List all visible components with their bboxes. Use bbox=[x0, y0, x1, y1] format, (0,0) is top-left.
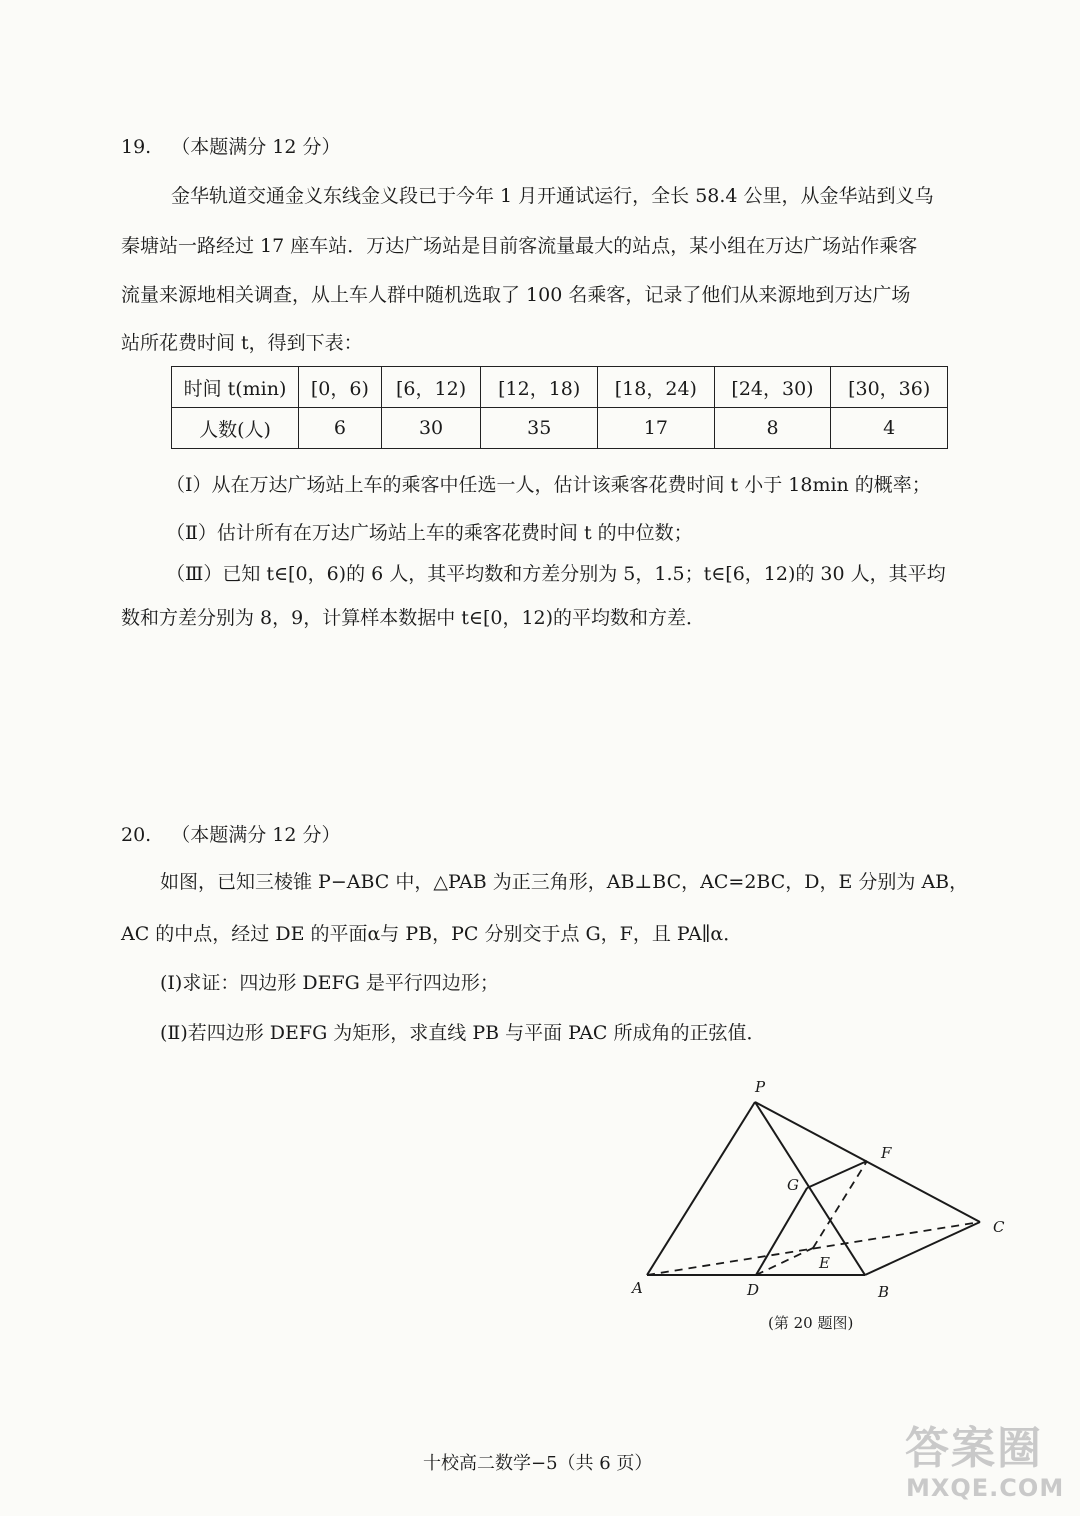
frequency-table bbox=[171, 366, 948, 449]
page-footer: 十校高二数学−5（共 6 页） bbox=[423, 1453, 653, 1474]
q19-number: 19. bbox=[121, 136, 152, 158]
table-cell: [24，30) bbox=[714, 367, 831, 408]
edge-bc bbox=[865, 1222, 980, 1275]
figure-caption: (第 20 题图) bbox=[768, 1314, 854, 1332]
table-cell: 30 bbox=[381, 408, 481, 449]
label-d: D bbox=[747, 1281, 760, 1299]
label-c: C bbox=[993, 1218, 1005, 1236]
q19-points: （本题满分 12 分） bbox=[171, 136, 341, 158]
q19-line-4: 站所花费时间 t，得到下表： bbox=[121, 332, 363, 354]
table-cell: 8 bbox=[714, 408, 831, 449]
label-f: F bbox=[881, 1144, 892, 1162]
table-cell: [6，12) bbox=[381, 367, 481, 408]
edge-pa bbox=[647, 1102, 755, 1275]
table-cell: 17 bbox=[598, 408, 715, 449]
label-b: B bbox=[878, 1283, 890, 1301]
table-cell: 4 bbox=[831, 408, 948, 449]
label-e: E bbox=[819, 1254, 830, 1272]
table-cell: 6 bbox=[299, 408, 382, 449]
q20-line-2: AC 的中点，经过 DE 的平面α与 PB，PC 分别交于点 G，F，且 PA∥α． bbox=[121, 923, 743, 945]
q20-part-2: (Ⅱ)若四边形 DEFG 为矩形，求直线 PB 与平面 PAC 所成角的正弦值． bbox=[160, 1022, 766, 1044]
table-header-time: 时间 t(min) bbox=[172, 367, 299, 408]
table-header-count: 人数(人) bbox=[172, 408, 299, 449]
table-cell: [30，36) bbox=[831, 367, 948, 408]
q20-points: （本题满分 12 分） bbox=[171, 824, 341, 846]
label-g: G bbox=[787, 1176, 799, 1194]
q20-part-1: (Ⅰ)求证：四边形 DEFG 是平行四边形； bbox=[160, 972, 499, 994]
table-row bbox=[172, 367, 948, 408]
label-a: A bbox=[632, 1279, 643, 1297]
q20-header bbox=[121, 820, 341, 847]
table-cell: [12，18) bbox=[481, 367, 598, 408]
q19-line-1: 金华轨道交通金义东线金义段已于今年 1 月开通试运行，全长 58.4 公里，从金华站到义乌 bbox=[171, 185, 934, 207]
edge-ac-hidden bbox=[647, 1222, 980, 1275]
table-row bbox=[172, 408, 948, 449]
q19-part-1: （Ⅰ）从在万达广场站上车的乘客中任选一人，估计该乘客花费时间 t 小于 18min 的概率； bbox=[166, 474, 931, 496]
q19-line-2: 秦塘站一路经过 17 座车站．万达广场站是目前客流量最大的站点，某小组在万达广场站作乘客 bbox=[121, 235, 918, 257]
label-p: P bbox=[755, 1078, 766, 1096]
table-cell: [18，24) bbox=[598, 367, 715, 408]
edge-pc bbox=[755, 1102, 980, 1222]
q19-part-3-line-2: 数和方差分别为 8，9，计算样本数据中 t∈[0，12)的平均数和方差． bbox=[121, 607, 706, 629]
q19-line-3: 流量来源地相关调查，从上车人群中随机选取了 100 名乘客，记录了他们从来源地到万达广场 bbox=[121, 284, 911, 306]
q19-header bbox=[121, 132, 341, 159]
watermark-logo: 答案圈 bbox=[905, 1423, 1043, 1474]
table-cell: [0，6) bbox=[299, 367, 382, 408]
tetrahedron-figure bbox=[600, 1070, 1030, 1310]
q19-part-3-line-1: （Ⅲ）已知 t∈[0，6)的 6 人，其平均数和方差分别为 5，1.5；t∈[6，12)的 30 人，其平均 bbox=[166, 563, 946, 585]
watermark-url: MXQE.COM bbox=[906, 1474, 1065, 1502]
q20-number: 20. bbox=[121, 824, 152, 846]
q20-line-1: 如图，已知三棱锥 P−ABC 中，△PAB 为正三角形，AB⊥BC，AC=2BC，D，E 分别为 AB， bbox=[160, 871, 969, 893]
q19-part-2: （Ⅱ）估计所有在万达广场站上车的乘客花费时间 t 的中位数； bbox=[166, 522, 693, 544]
table-cell: 35 bbox=[481, 408, 598, 449]
